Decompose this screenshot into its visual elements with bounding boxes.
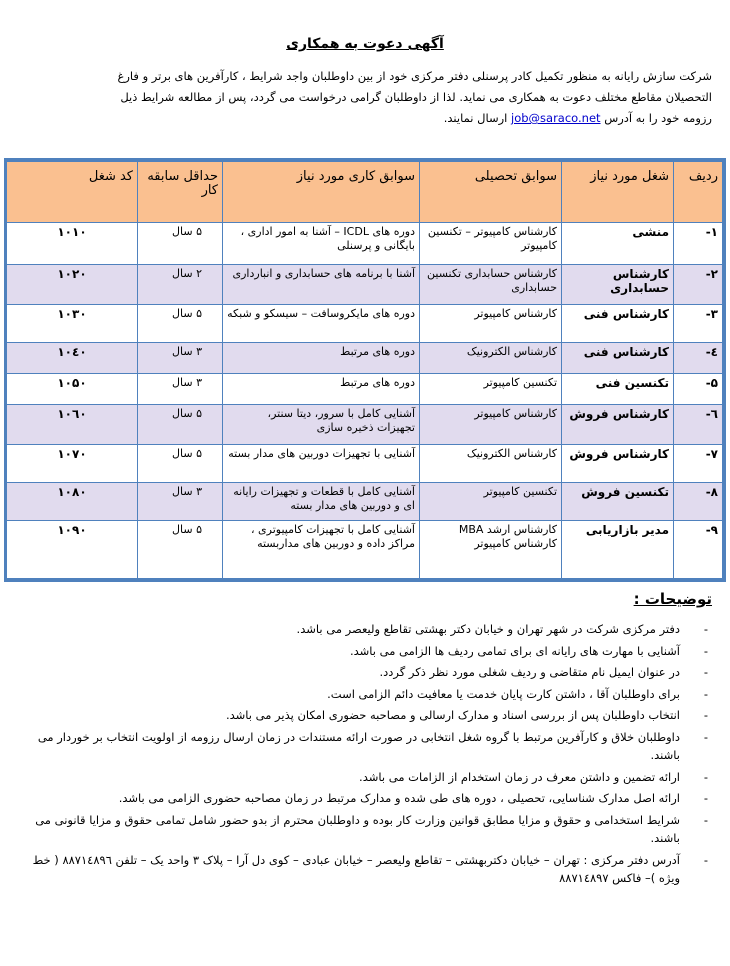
note-text: شرایط استخدامی و حقوق و مزایا مطابق قوانین وزارت کار بوده و داوطلبان محترم از بدو حضور شامل تمامی حقوق و مزایا قانونی می باشند.: [35, 812, 680, 845]
note-text: ارائه تضمین و داشتن معرف در زمان استخدام از الزامات می باشد.: [359, 769, 680, 784]
education: کارشناس الکترونیک: [420, 445, 562, 483]
table-row: [7, 265, 723, 305]
job-code: ۱۰٤۰: [7, 343, 138, 374]
table-header-row: [7, 162, 723, 223]
note-text: ارائه اصل مدارک شناسایی، تحصیلی ، دوره های طی شده و مدارک مرتبط در زمان مصاحبه حضوری الزامی می باشد.: [118, 791, 680, 805]
email-link[interactable]: job@saraco.net: [511, 111, 601, 125]
list-item: [14, 811, 712, 848]
notes-list: [14, 620, 712, 891]
job-title: کارشناس فنی: [562, 305, 674, 343]
bullet-dash: -: [703, 643, 708, 658]
note-text: انتخاب داوطلبان پس از بررسی اسناد و مدارک ارسالی و مصاحبه حضوری امکان پذیر می باشد.: [225, 708, 680, 722]
row-number: ۳-: [674, 305, 723, 343]
job-title: کارشناس حسابداری: [562, 265, 674, 305]
job-title: تکنسین فنی: [562, 374, 674, 405]
min-experience: ۵ سال: [138, 405, 223, 445]
row-number: ۵-: [674, 374, 723, 405]
work-experience: آشنایی کامل با تجهیزات کامپیوتری ، مراکز داده و دوربین های مداربسته: [223, 521, 420, 579]
header-cell: شغل مورد نیاز: [562, 162, 674, 223]
education: تکنسین کامپیوتر: [420, 483, 562, 521]
job-code: ۱۰۷۰: [7, 445, 138, 483]
table-row: [7, 343, 723, 374]
header-cell: سوابق تحصیلی: [420, 162, 562, 223]
table-row: [7, 374, 723, 405]
table-row: [7, 521, 723, 579]
education: کارشناس کامپیوتر: [420, 305, 562, 343]
job-title: تکنسین فروش: [562, 483, 674, 521]
job-title: کارشناس فروش: [562, 405, 674, 445]
jobs-table: [6, 161, 723, 579]
note-text: داوطلبان خلاق و کارآفرین مرتبط با گروه شغل انتخابی در صورت ارائه مستندات در زمان ارسال رزومه از اولویت انتخاب بر خوردار می باشند.: [37, 729, 680, 762]
job-code: ۱۰٦۰: [7, 405, 138, 445]
bullet-dash: -: [703, 769, 708, 784]
job-code: ۱۰۳۰: [7, 305, 138, 343]
table-row: [7, 445, 723, 483]
bullet-dash: -: [703, 665, 708, 679]
note-text: در عنوان ایمیل نام متقاضی و ردیف شغلی مورد نظر ذکر گردد.: [379, 665, 680, 679]
education: کارشناس ارشد MBA کارشناس کامپیوتر: [420, 521, 562, 579]
job-title: منشی: [562, 223, 674, 265]
bullet-dash: -: [703, 622, 708, 636]
work-experience: آشنایی کامل با قطعات و تجهیزات رایانه ای و دوربین های مدار بسته: [223, 483, 420, 521]
min-experience: ۵ سال: [138, 223, 223, 265]
min-experience: ۲ سال: [138, 265, 223, 305]
education: کارشناس کامپیوتر: [420, 405, 562, 445]
intro-line-3: [12, 108, 712, 129]
intro-line-1: شرکت سازش رایانه به منظور تکمیل کادر پرسنلی دفتر مرکزی خود از بین داوطلبان واجد شرایط ، کارآفرین های برتر و فارغ: [117, 69, 712, 83]
row-number: ۱-: [674, 223, 723, 265]
job-title: مدیر بازاریابی: [562, 521, 674, 579]
job-code: ۱۰۱۰: [7, 223, 138, 265]
notes-heading: توضیحات :: [633, 590, 712, 608]
header-cell: سوابق کاری مورد نیاز: [223, 162, 420, 223]
education: کارشناس الکترونیک: [420, 343, 562, 374]
table-row: [7, 405, 723, 445]
work-experience: دوره های مرتبط: [223, 343, 420, 374]
bullet-dash: -: [703, 812, 708, 827]
education: کارشناس حسابداری تکنسین حسابداری: [420, 265, 562, 305]
min-experience: ۳ سال: [138, 483, 223, 521]
jobs-table-frame: [4, 158, 726, 582]
job-title: کارشناس فنی: [562, 343, 674, 374]
table-row: [7, 483, 723, 521]
intro-line-2: التحصیلان مقاطع مختلف دعوت به همکاری می نماید. لذا از داوطلبان گرامی درخواست می گردد، پس از مطالعه شرایط ذیل: [120, 90, 712, 104]
list-item: [14, 706, 712, 725]
min-experience: ۳ سال: [138, 343, 223, 374]
list-item: [14, 642, 712, 661]
list-item: [14, 789, 712, 808]
job-code: ۱۰۲۰: [7, 265, 138, 305]
row-number: ۲-: [674, 265, 723, 305]
note-text: دفتر مرکزی شرکت در شهر تهران و خیابان دکتر بهشتی تقاطع ولیعصر می باشد.: [296, 622, 680, 636]
work-experience: آشنایی کامل با سرور، دیتا سنتر، تجهیزات ذخیره سازی: [223, 405, 420, 445]
list-item: [14, 685, 712, 704]
work-experience: دوره های ICDL – آشنا به امور اداری ، بایگانی و پرسنلی: [223, 223, 420, 265]
list-item: [14, 728, 712, 765]
header-cell: حداقل سابقه کار: [138, 162, 223, 223]
intro-line-3-pre: رزومه خود را به آدرس: [604, 111, 712, 125]
bullet-dash: -: [703, 791, 708, 805]
list-item: [14, 851, 712, 888]
job-code: ۱۰۹۰: [7, 521, 138, 579]
table-row: [7, 223, 723, 265]
note-text: آشنایی با مهارت های رایانه ای برای تمامی ردیف ها الزامی می باشد.: [349, 643, 680, 658]
min-experience: ۵ سال: [138, 445, 223, 483]
min-experience: ۵ سال: [138, 305, 223, 343]
header-cell: ردیف: [674, 162, 723, 223]
bullet-dash: -: [703, 729, 708, 744]
bullet-dash: -: [703, 852, 708, 867]
job-code: ۱۰۵۰: [7, 374, 138, 405]
row-number: ۷-: [674, 445, 723, 483]
education: کارشناس کامپیوتر – تکنسین کامپیوتر: [420, 223, 562, 265]
work-experience: آشنا با برنامه های حسابداری و انبارداری: [223, 265, 420, 305]
work-experience: دوره های مایکروسافت – سیسکو و شبکه: [223, 305, 420, 343]
row-number: ٦-: [674, 405, 723, 445]
row-number: ۹-: [674, 521, 723, 579]
table-row: [7, 305, 723, 343]
intro-paragraph: [12, 66, 712, 129]
work-experience: آشنایی با تجهیزات دوربین های مدار بسته: [223, 445, 420, 483]
min-experience: ۳ سال: [138, 374, 223, 405]
row-number: ۸-: [674, 483, 723, 521]
bullet-dash: -: [703, 686, 708, 701]
page-title: آگهی دعوت به همکاری: [286, 36, 444, 52]
bullet-dash: -: [703, 708, 708, 722]
job-title: کارشناس فروش: [562, 445, 674, 483]
job-code: ۱۰۸۰: [7, 483, 138, 521]
list-item: [14, 768, 712, 787]
row-number: ٤-: [674, 343, 723, 374]
work-experience: دوره های مرتبط: [223, 374, 420, 405]
note-text: آدرس دفتر مرکزی : تهران – خیابان دکتربهشتی – تقاطع ولیعصر – خیابان عبادی – کوی دل آرا – پلاک ۳ واحد یک – تلفن ۸۸۷۱٤۸۹٦ ( خط ویژه )– فاکس ۸۸۷۱٤۸۹۷: [32, 852, 680, 885]
intro-line-3-post: ارسال نمایند.: [443, 111, 508, 125]
list-item: [14, 620, 712, 639]
min-experience: ۵ سال: [138, 521, 223, 579]
list-item: [14, 663, 712, 682]
header-cell: کد شغل: [7, 162, 138, 223]
note-text: برای داوطلبان آقا ، داشتن کارت پایان خدمت یا معافیت دائم الزامی است.: [327, 686, 680, 701]
education: تکنسین کامپیوتر: [420, 374, 562, 405]
